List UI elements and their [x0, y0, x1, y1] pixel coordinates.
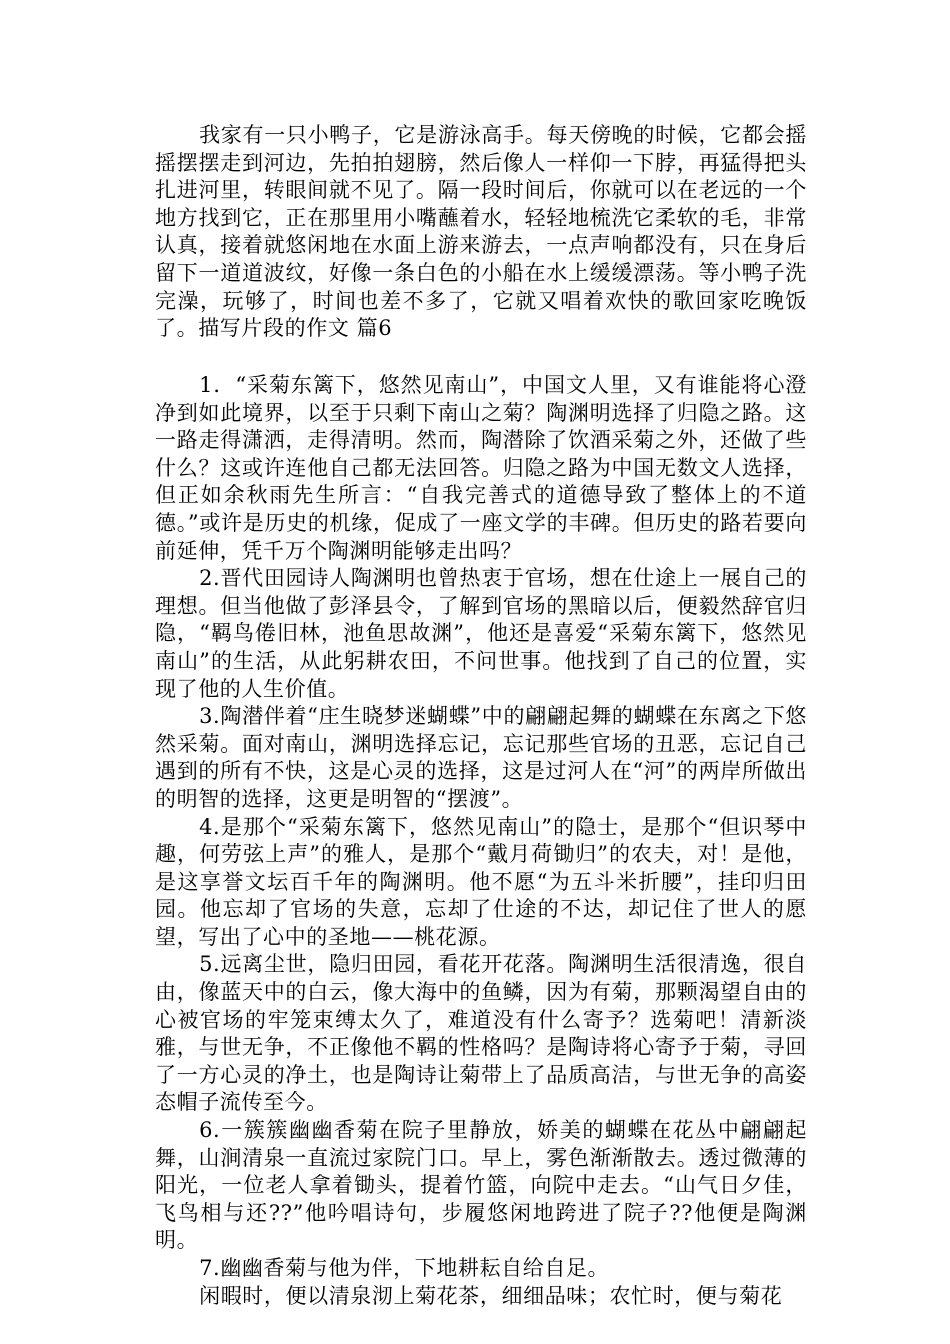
paragraph-1: 1．“采菊东篱下，悠然见南山”，中国文人里，又有谁能将心澄净到如此境界，以至于只剩下南山之菊？陶渊明选择了归隐之路。这一路走得潇洒，走得清明。然而，陶潜除了饮酒采菊之外，还做了些什么？这或许连他自己都无法回答。归隐之路为中国无数文人选择，但正如余秋雨先生所言：“自我完善式的道德导致了整体上的不道德。”或许是历史的机缘，促成了一座文学的丰碑。但历史的路若要向前延伸，凭千万个陶渊明能够走出吗？	[155, 373, 807, 563]
paragraph-8: 闲暇时，便以清泉沏上菊花茶，细细品味；农忙时，便与菊花	[199, 1283, 783, 1308]
paragraph-3: 3.陶潜伴着“庄生晓梦迷蝴蝶”中的翩翩起舞的蝴蝶在东离之下悠然采菊。面对南山，渊明选择忘记，忘记那些官场的丑恶，忘记自己遇到的所有不快，这是心灵的选择，这是过河人在“河”的两岸所做出的明智的选择，这更是明智的“摆渡”。	[155, 704, 807, 811]
paragraph-2: 2.晋代田园诗人陶渊明也曾热衷于官场，想在仕途上一展自己的理想。但当他做了彭泽县令，了解到官场的黑暗以后，便毅然辞官归隐，“羁鸟倦旧林，池鱼思故渊”，他还是喜爱“采菊东篱下，悠然见南山”的生活，从此躬耕农田，不问世事。他找到了自己的位置，实现了他的人生价值。	[155, 566, 807, 701]
essay-section	[155, 372, 807, 1310]
intro-paragraph: 我家有一只小鸭子，它是游泳高手。每天傍晚的时候，它都会摇摇摆摆走到河边，先拍拍翅膀，然后像人一样仰一下脖，再猛得把头扎进河里，转眼间就不见了。隔一段时间后，你就可以在老远的一个地方找到它，正在那里用小嘴蘸着水，轻轻地梳洗它柔软的毛，非常认真，接着就悠闲地在水面上游来游去，一点声响都没有，只在身后留下一道道波纹，好像一条白色的小船在水上缓缓漂荡。等小鸭子洗完澡，玩够了，时间也差不多了，它就又唱着欢快的歌回家吃晚饭了。描写片段的作文 篇6	[155, 123, 807, 341]
paragraph-7: 7.幽幽香菊与他为伴，下地耕耘自给自足。	[199, 1256, 610, 1280]
paragraph-6: 6.一簇簇幽幽香菊在院子里静放，娇美的蝴蝶在花丛中翩翩起舞，山涧清泉一直流过家院门口。早上，雾色渐渐散去。透过微薄的阳光，一位老人拿着锄头，提着竹篮，向院中走去。“山气日夕佳，飞鸟相与还??”他吟唱诗句，步履悠闲地跨进了院子??他便是陶渊明。	[155, 1118, 807, 1253]
intro-section	[155, 122, 807, 343]
paragraph-4: 4.是那个“采菊东篱下，悠然见南山”的隐士，是那个“但识琴中趣，何劳弦上声”的雅人，是那个“戴月荷锄归”的农夫，对！是他，是这享誉文坛百千年的陶渊明。他不愿“为五斗米折腰”，挂印归田园。他忘却了官场的失意，忘却了仕途的不达，却记住了世人的愿望，写出了心中的圣地——桃花源。	[155, 814, 807, 949]
paragraph-5: 5.远离尘世，隐归田园，看花开花落。陶渊明生活很清逸，很自由，像蓝天中的白云，像大海中的鱼鳞，因为有菊，那颗渴望自由的心被官场的牢笼束缚太久了，难道没有什么寄予？选菊吧！清新淡雅，与世无争，不正像他不羁的性格吗？是陶诗将心寄予于菊，寻回了一方心灵的净土，也是陶诗让菊带上了品质高洁，与世无争的高姿态帽子流传至今。	[155, 952, 807, 1115]
